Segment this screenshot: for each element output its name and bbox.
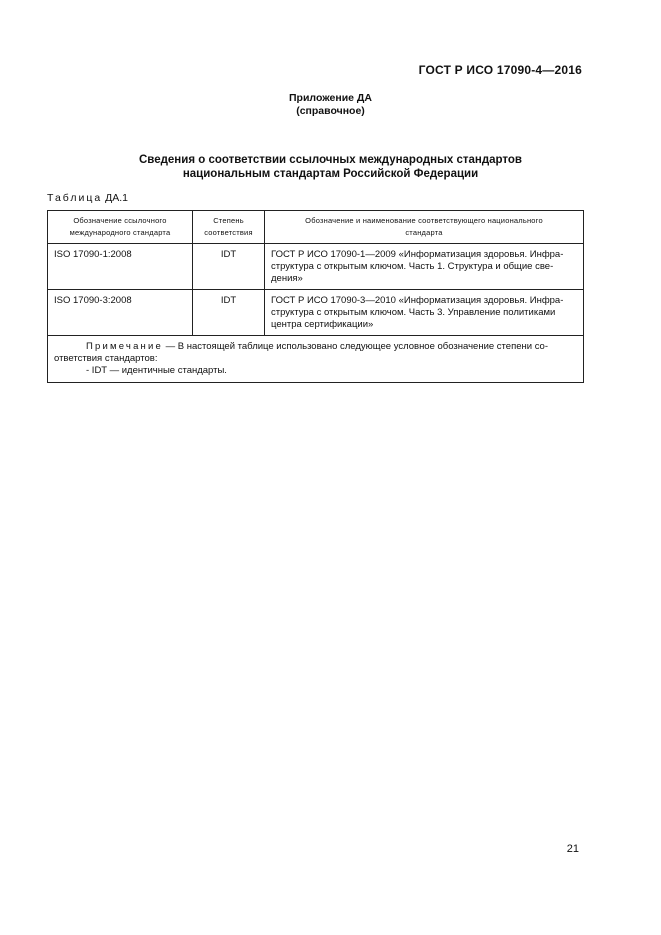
header-col2-line2: соответствия bbox=[204, 228, 253, 237]
cell-national bbox=[265, 244, 584, 290]
cell-national-line: ГОСТ Р ИСО 17090-1—2009 «Информатизация здоровья. Инфра- bbox=[271, 249, 564, 260]
table-row bbox=[48, 244, 584, 290]
header-col1-line1: Обозначение ссылочного bbox=[73, 216, 167, 225]
appendix-heading bbox=[0, 92, 661, 118]
section-title bbox=[0, 153, 661, 181]
cell-national-line: центра сертификации» bbox=[271, 319, 374, 330]
header-degree bbox=[193, 211, 265, 244]
note-text-line1: — В настоящей таблице использовано следующее условное обозначение степени со- bbox=[163, 341, 549, 352]
header-col3-line1: Обозначение и наименование соответствующего национального bbox=[305, 216, 543, 225]
note-text-line2: ответствия стандартов: bbox=[54, 353, 158, 364]
cell-national-line: ГОСТ Р ИСО 17090-3—2010 «Информатизация здоровья. Инфра- bbox=[271, 295, 564, 306]
table-note-row bbox=[48, 336, 584, 383]
header-international-standard bbox=[48, 211, 193, 244]
cell-international: ISO 17090-1:2008 bbox=[48, 244, 193, 290]
page-number: 21 bbox=[566, 843, 579, 855]
cell-international: ISO 17090-3:2008 bbox=[48, 290, 193, 336]
cell-degree: IDT bbox=[193, 244, 265, 290]
table-header-row bbox=[48, 211, 584, 244]
correspondence-table bbox=[47, 210, 584, 383]
header-col1-line2: международного стандарта bbox=[69, 228, 171, 237]
header-national-standard bbox=[265, 211, 584, 244]
table-caption-number: ДА.1 bbox=[105, 192, 128, 204]
cell-degree: IDT bbox=[193, 290, 265, 336]
section-title-line1: Сведения о соответствии ссылочных международных стандартов bbox=[138, 154, 522, 166]
cell-national-line: дения» bbox=[271, 273, 303, 284]
section-title-line2: национальным стандартам Российской Федерации bbox=[182, 168, 479, 180]
note-label: Примечание bbox=[86, 341, 163, 352]
cell-national-line: структура с открытым ключом. Часть 1. Структура и общие све- bbox=[271, 261, 554, 272]
appendix-title: Приложение ДА bbox=[289, 92, 372, 104]
table-caption bbox=[47, 192, 128, 204]
cell-national-line: структура с открытым ключом. Часть 3. Управление политиками bbox=[271, 307, 556, 318]
table-row bbox=[48, 290, 584, 336]
cell-national bbox=[265, 290, 584, 336]
note-first-line bbox=[54, 341, 577, 353]
header-col3-line2: стандарта bbox=[405, 228, 443, 237]
table-note bbox=[48, 336, 584, 383]
document-code: ГОСТ Р ИСО 17090-4—2016 bbox=[418, 63, 582, 77]
appendix-subtitle: (справочное) bbox=[296, 105, 365, 117]
header-col2-line1: Степень bbox=[213, 216, 244, 225]
table-caption-label: Таблица bbox=[47, 192, 103, 204]
note-item: - IDT — идентичные стандарты. bbox=[86, 365, 227, 376]
